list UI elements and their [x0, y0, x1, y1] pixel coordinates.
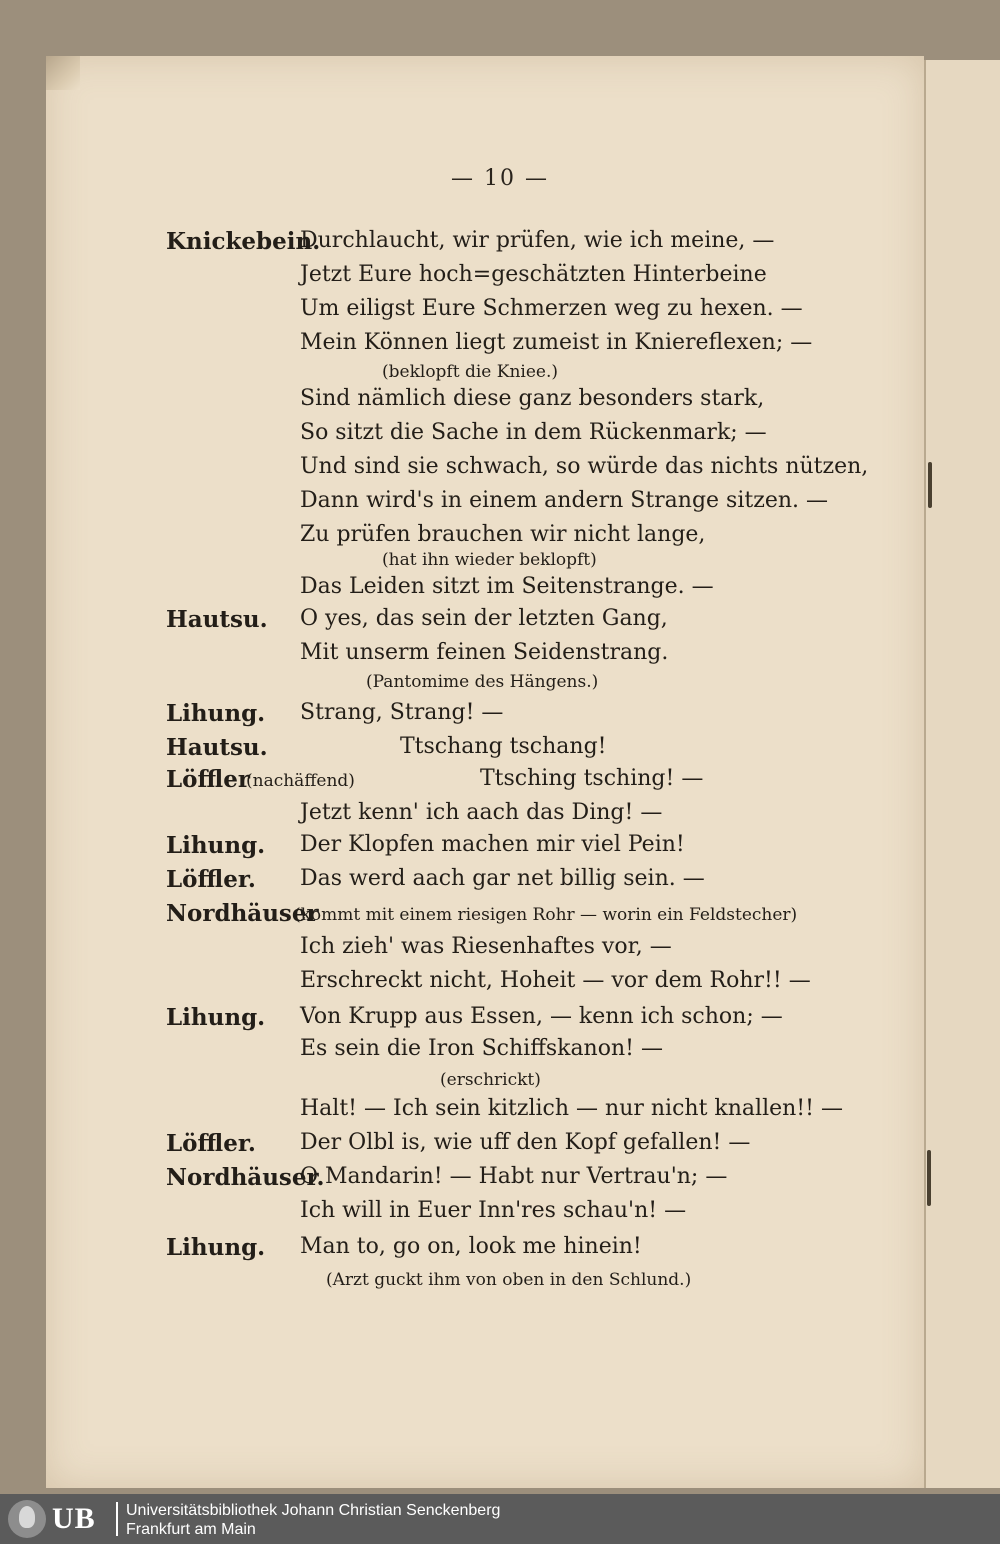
speaker-name: Knickebein.: [166, 228, 321, 255]
dialogue-line: [0, 1266, 1000, 1300]
verse-text: Es sein die Iron Schiffskanon! —: [300, 1036, 663, 1061]
ub-logo: UB: [52, 1502, 96, 1535]
verse-text: O yes, das sein der letzten Gang,: [300, 606, 668, 631]
verse-text: Mit unserm feinen Seidenstrang.: [300, 640, 669, 665]
library-footer: [0, 1494, 1000, 1544]
dialogue-line: [0, 1198, 1000, 1232]
institution-line-2: Frankfurt am Main: [126, 1521, 256, 1538]
verse-text: Ich will in Euer Inn'res schau'n! —: [300, 1198, 687, 1223]
stage-direction: (Pantomime des Hängens.): [366, 672, 599, 692]
dialogue-line: [0, 766, 1000, 800]
verse-text: Dann wird's in einem andern Strange sitzen. —: [300, 488, 828, 513]
dialogue-line: [0, 1130, 1000, 1164]
speaker-name: Hautsu.: [166, 734, 268, 761]
stage-direction: (Arzt guckt ihm von oben in den Schlund.): [326, 1270, 692, 1290]
verse-text: Das Leiden sitzt im Seitenstrange. —: [300, 574, 714, 599]
verse-text: Ttschang tschang!: [400, 734, 607, 759]
verse-text: Der Klopfen machen mir viel Pein!: [300, 832, 685, 857]
verse-text: Um eiligst Eure Schmerzen weg zu hexen. —: [300, 296, 803, 321]
speaker-name: Löffler.: [166, 866, 256, 893]
institution-line-1: Universitätsbibliothek Johann Christian Senckenberg: [126, 1502, 501, 1519]
speaker-name: Hautsu.: [166, 606, 268, 633]
dialogue-line: [0, 420, 1000, 454]
verse-text: Erschreckt nicht, Hoheit — vor dem Rohr!! —: [300, 968, 811, 993]
dialogue-line: [0, 800, 1000, 834]
page-number: — 10 —: [451, 166, 549, 191]
speaker-name: Nordhäuser.: [166, 1164, 325, 1191]
verse-text: So sitzt die Sache in dem Rückenmark; —: [300, 420, 767, 445]
dialogue-line: [0, 454, 1000, 488]
dialogue-line: [0, 488, 1000, 522]
dialogue-line: [0, 668, 1000, 702]
verse-text: Zu prüfen brauchen wir nicht lange,: [300, 522, 706, 547]
dialogue-line: [0, 900, 1000, 934]
portrait-logo-icon: [8, 1500, 46, 1538]
dialogue-line: [0, 606, 1000, 640]
dialogue-line: [0, 262, 1000, 296]
verse-text: Und sind sie schwach, so würde das nichts nützen,: [300, 454, 869, 479]
verse-text: Jetzt kenn' ich aach das Ding! —: [300, 800, 663, 825]
institution-name: [126, 1501, 500, 1539]
dialogue-line: [0, 1066, 1000, 1100]
verse-text: Durchlaucht, wir prüfen, wie ich meine, —: [300, 228, 775, 253]
dialogue-line: [0, 1096, 1000, 1130]
stage-direction: (beklopft die Kniee.): [382, 362, 558, 382]
verse-text: Der Olbl is, wie uff den Kopf gefallen! —: [300, 1130, 751, 1155]
verse-text: Man to, go on, look me hinein!: [300, 1234, 642, 1259]
page-corner-fold: [46, 56, 80, 90]
verse-text: Sind nämlich diese ganz besonders stark,: [300, 386, 765, 411]
dialogue-line: [0, 700, 1000, 734]
logo-divider: [116, 1502, 118, 1536]
speaker-name: Lihung.: [166, 1004, 266, 1031]
dialogue-line: [0, 574, 1000, 608]
verse-text: Mein Können liegt zumeist in Kniereflexen; —: [300, 330, 813, 355]
verse-text: O Mandarin! — Habt nur Vertrau'n; —: [300, 1164, 728, 1189]
dialogue-line: [0, 734, 1000, 768]
speaker-name: Löffler: [166, 766, 250, 793]
dialogue-line: [0, 1036, 1000, 1070]
dialogue-line: [0, 296, 1000, 330]
dialogue-line: [0, 386, 1000, 420]
speaker-name: Lihung.: [166, 700, 266, 727]
dialogue-line: [0, 968, 1000, 1002]
speaker-name: Löffler.: [166, 1130, 256, 1157]
speaker-name: Lihung.: [166, 832, 266, 859]
dialogue-line: [0, 1234, 1000, 1268]
stage-direction: (hat ihn wieder beklopft): [382, 550, 597, 570]
verse-text: Ttsching tsching! —: [480, 766, 704, 791]
dialogue-line: [0, 1004, 1000, 1038]
verse-text: Jetzt Eure hoch=geschätzten Hinterbeine: [300, 262, 767, 287]
verse-text: Von Krupp aus Essen, — kenn ich schon; —: [300, 1004, 783, 1029]
stage-direction: (kommt mit einem riesigen Rohr — worin ein Feldstecher): [294, 905, 798, 925]
verse-text: Das werd aach gar net billig sein. —: [300, 866, 705, 891]
dialogue-line: [0, 866, 1000, 900]
speaker-name: Nordhäuser: [166, 900, 319, 927]
dialogue-line: [0, 1164, 1000, 1198]
stage-direction: (erschrickt): [440, 1070, 541, 1090]
stage-direction: (nachäffend): [246, 771, 355, 791]
verse-text: Ich zieh' was Riesenhaftes vor, —: [300, 934, 672, 959]
dialogue-line: [0, 832, 1000, 866]
dialogue-line: [0, 934, 1000, 968]
verse-text: Strang, Strang! —: [300, 700, 504, 725]
dialogue-line: [0, 228, 1000, 262]
speaker-name: Lihung.: [166, 1234, 266, 1261]
verse-text: Halt! — Ich sein kitzlich — nur nicht knallen!! —: [300, 1096, 843, 1121]
